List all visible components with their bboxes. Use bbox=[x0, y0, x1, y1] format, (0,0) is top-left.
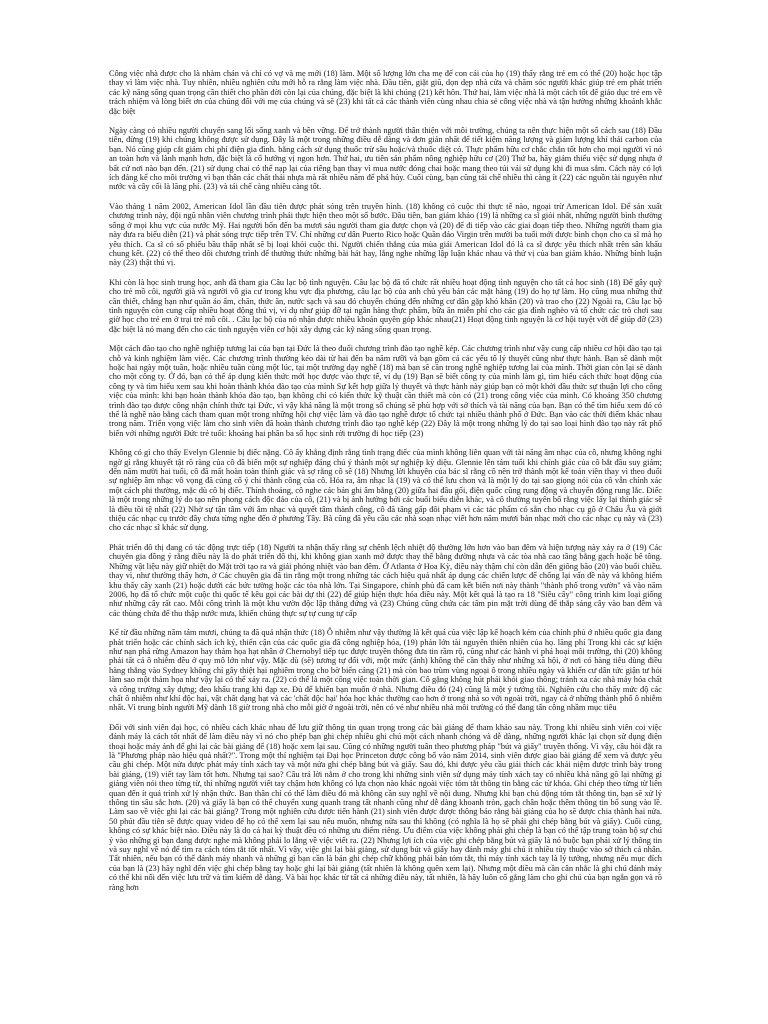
document-page bbox=[109, 69, 662, 902]
paragraph-vocational-training: Một cách đào tạo cho nghề nghiệp tương lai của bạn tại Đức là theo đuổi chương trình đào tạo nghề kép. Các chương trình như vậy cung cấp nhiều cơ hội đào tạo tại chỗ và kinh nghiệm làm việc. Các chương trình thường kéo dài từ hai đến ba năm rưỡi và bạn gồm cả các yếu tố lý thuyết cũng như thực hành. Bạn sẽ dành một hoặc hai ngày một tuần, hoặc nhiều tuần cùng một lúc, tại một trường dạy nghề (18) mà bạn sẽ cần trong nghề nghiệp tương lai của mình. Thời gian còn lại sẽ dành cho một công ty. Ở đó, bạn có thể áp dụng kiến thức mới học được vào thực tế, ví dụ (19) Bạn sẽ biết công ty của mình làm gì, tìm hiểu cách thức hoạt động của công ty và tìm hiểu xem sau khi hoàn thành khóa đào tạo của mình Sự kết hợp giữa lý thuyết và thực hành này giúp bạn có một khởi đầu thức sự thuận lợi cho công việc của mình: khi bạn hoàn thành khóa đào tạo, bạn không chỉ có kiến thức kỹ thuật cần thiết mà còn có (21) trong công việc của mình. Có khoảng 350 chương trình đào tạo được công nhận chính thức tại Đức, vì vậy khả năng là một trong số chúng sẽ phù hợp với sở thích và tài năng của bạn. Bạn có thể tìm hiểu xem đó có thể là nghề nào bằng cách tham quan một trong những hội chợ việc làm và đào tạo nghề được tổ chức tại nhiều thành phố ở Đức. Bạn vào các thời điểm khác nhau trong năm. Triển vọng việc làm cho sinh viên đã hoàn thành chương trình đào tạo nghề kép (22) Đây là một trong những lý do tại sao loại hình đào tạo này rất phổ biến với những người Đức trẻ tuổi: khoảng hai phần ba số học sinh rời trường đi học tiếp (23) bbox=[109, 344, 662, 438]
paragraph-evelyn-glennie: Không có gì cho thấy Evelyn Glennie bị điếc nặng. Cô ấy khẳng định rằng tình trạng điếc của mình không liên quan với tài năng âm nhạc của cô, nhưng không nghi ngờ gì rằng khuyết tật rõ ràng của cô đã biến một sự nghiệp đáng chú ý thành một sự nghiệp kỳ diệu. Glennie lên tám tuổi khi chính giác của cô bắt đầu suy giảm; đến năm mười hai tuổi, cô đã mất hoàn toàn thính giác và sợ rằng cô sẽ (18) Nhưng lời khuyên của bác sĩ rằng cô nên trở thành một kế toán viên thay vì theo đuổi sự nghiệp âm nhạc vô vọng đã củng cố ý chí thành công của cô. Hóa ra, âm nhạc là (19) và có thể lưu chon và là một lý do tại sao giọng nói của cô vẫn chính xác một cách phi thường, mặc dù cô bị điếc. Thính thoảng, cô nghe các bản ghi âm bằng (20) giữa hai đầu gối, điện quốc cũng rung động và chuyển động rung lắc. Điếc là một trong những lý do tạo nên phong cách độc đáo của cô, (21) và bị ảnh hưởng bởi các buổi biểu diễn khác, và cô thường tuyên bố rằng việc lấy lại thính giác sẽ là điều tồi tệ nhất (22) Nhờ sự tận tâm với âm nhạc và quyết tâm thành công, cô đã tăng gấp đôi phạm vi các tác phẩm có sẵn cho nhạc cụ gõ ở Châu Âu và giới thiệu các nhạc cụ trước đây chưa từng nghe đến ở phương Tây. Bà cũng đã yêu cầu các nhà soạn nhạc viết hơn năm mươi bản nhạc mới cho các nhạc cụ này và (23) cho các nhạc sĩ khác sử dụng. bbox=[109, 448, 662, 533]
paragraph-note-taking: Đối với sinh viên đại học, có nhiều cách khác nhau để lưu giữ thông tin quan trọng trong các bài giảng để tham khảo sau này. Trong khi nhiều sinh viên coi việc đánh máy là cách tốt nhất để làm điều này vì nó cho phép bạn ghi chép nhiều ghi chú một cách nhanh chóng và dễ dàng, những người khác lại chọn sử dụng điện thoại hoặc máy ảnh để ghi lại các bài giảng để (18) hoặc xem lại sau. Cũng có những người tuân theo phương pháp "bút và giấy" truyền thống. Vì vậy, câu hỏi đặt ra là "Phương pháp nào hiệu quả nhất?". Trong một thí nghiệm tại Đại học Princeton được công bố vào năm 2014, sinh viên được giao bài giảng để xem và được yêu cầu ghi chép. Một nửa được phát máy tính xách tay và một nửa ghi chép bằng bút và giấy. Sau đó, khi được yêu cầu giải thích các khái niệm được trình bày trong bài giảng, (19) viết tay làm tốt hơn. Nhưng tại sao? Câu trả lời nằm ở cho trong khi những sinh viên sử dụng máy tính xách tay có nhiều khả năng gõ lại những gì giảng viên nói theo từng từ, thì những người viết tay chậm hơn không có lựa chọn nào khác ngoài việc tóm tắt thông tin bằng các từ khóa. Ghi chép theo từng từ liên quan đến ít quá trình xử lý nhận thức. Ban thân chỉ có thể làm điều đó mà không cần suy nghĩ về nội dung. Nhưng khi bạn chủ động tóm tắt thông tin, bạn sẽ xử lý thông tin sâu sắc hơn. (20) và giấy là bạn có thể chuyển xung quanh trang tất nhanh cũng như dễ dàng khoanh tròn, gạch chân hoặc thêm thông tin bổ sung vào lề. Làm sao về việc ghi lại các bài giảng? Trong một nghiên cứu được tiến hành (21) sinh viên được được thông báo rằng bài giảng của họ sẽ được chia thành hai nửa. 50 phút đầu tiên sẽ được quay video để họ có thể xem lại sau nếu muốn, nhưng nửa sau thì không (có nghĩa là họ sẽ phải ghi chép bằng bút và giấy). Cuối cùng, không có sự khác biệt nào. Điều này là do cả hai kỳ thuật đều có những ưu điểm riêng. Ưu điểm của việc không phải ghi chép là bạn có thể tập trung toàn bộ sự chú ý vào những gì bạn đang được nghe mà không phải lo lắng về việc viết ra. (22) Nhưng lợi ích của việc ghi chép bằng bút và giấy là nó buộc bạn phải xử lý thông tin và suy nghĩ về nó để tìm ra cách tóm tắt tốt nhất. Vì vậy, việc ghi lại bài giảng, sử dụng bút và giấy hay đánh máy ghi chú ít nhiều tùy thuộc vào sở thích cá nhân. Tất nhiên, nếu bạn có thể đánh máy nhanh và những gì bạn cần là bản ghi chép chữ không phải bản tóm tắt, thì máy tính xách tay là lý tưởng, nhưng nếu mục đích của bạn là (23) hãy nghĩ đến việc ghi chép bằng tay hoặc ghi lại bài giảng (tất nhiên là không quên xem lại). Nhưng một điều mà cần cân nhắc là ghi chú đánh máy có thể khi nối đến việc lưu trữ và tìm kiếm dễ dàng. Và bài học khác từ tất cả những điều này, tất nhiên, là hãy luôn cố gắng làm cho ghi chú của bạn ngắn gọn và rõ ràng hơn bbox=[109, 722, 662, 892]
paragraph-green-living: Ngày càng có nhiều người chuyển sang lối sống xanh và bền vững. Để trở thành người thân thiện với môi trường, chúng ta nên thực hiện một số cách sau (18) Đầu tiên, đừng (19) khi chúng không được sử dụng. Đây là một trong những điều dễ dàng và đơn giản nhất để tiết kiệm năng lượng và giảm lượng khí thải carbon của bạn. Nó cũng giúp cắt giảm chi phí điện gia đình. bằng cách sử dụng thuốc trừ sâu hoặc/và thuốc diệt cỏ. Thực phẩm hữu cơ chắc chắn tốt hơn cho mọi người vì nó an toàn hơn và lành mạnh hơn, đặc biệt là cổ hướng vị ngon hơn. Thứ hai, ưu tiên sản phẩm nông nghiệp hữu cơ (20) Thứ ba, hãy giảm thiểu việc sử dụng nhựa ở bất cứ nơi nào bạn đến. (21) sử dụng chai có thể nạp lại của riêng bạn thay vì mua nước đóng chai hoặc mang theo túi vải sử dụng khi đi mua sắm. Cách này có lợi ích đảng kể cho môi trường vì bạn thân các chất thải nhựa mà rất nhiều năm để phá hủy. Cuối cùng, bạn cũng tái chế nhiều thì càng ít (22) các nguồn tài nguyên như nước và cây cối là lãng phí. (23) và tái chế càng nhiều càng tốt. bbox=[109, 126, 662, 192]
paragraph-urban-heat: Phát triển đô thị đang có tác động trực tiếp (18) Người ta nhận thấy rằng sự chênh lệch nhiệt độ thường lớn hơn vào ban đêm và hiện tượng này xảy ra ở (19) Các chuyên gia đồng ý rằng điều này là do phát triển đô thị, khi không gian xanh mở được thay thế bằng đường nhựa và các tòa nhà cao tầng bằng gạch hoặc bê tông. Những vật liệu này giữ nhiệt do Mặt trời tạo ra và giải phóng nhiệt vào ban đêm. Ở Atlanta ở Hoa Kỳ, điều này thậm chí còn dẫn đến giông bão (20) vào buổi chiều. thay vì, như thường thấy hơn, ở Các chuyên gia đã tin rằng một trong những tác cách hiệu quả nhất áp dụng các chiến lược để chống lại vấn đề này và không hiếm khu thấy cây xanh (21) hoặc dưới các bức tường hoặc các tòa nhà lớn. Tại Singapore, chính phủ đã cam kết biến nơi này thành "thành phố trong vườn" và vào năm 2006, họ đã tổ chức một cuộc thi quốc tế kêu gọi các bài dự thi (22) để giúp hiện thực hóa điều này. Một kết quả là tạo ra 18 "Siêu cây" công trình kim loại giống như những cây rất cao. Mỗi công trình là một khu vườn độc lập thẳng đứng và (23) Chúng cũng chứa các tấm pin mặt trời dùng để thắp sáng cây vào ban đêm và các thùng chứa để thu thập nước mưa, khiến chúng thực sự tự cung tự cấp bbox=[109, 542, 662, 618]
paragraph-volunteer-club: Khi còn là học sinh trung học, anh đã tham gia Câu lạc bộ tình nguyện. Câu lạc bộ đã tổ chức rất nhiều hoạt động tình nguyện cho tất cả học sinh (18) Để gây quỹ cho trẻ mồ côi, người già và người vô gia cư trong khu vực địa phương, câu lạc bộ của anh chủ yếu bán các mặt hàng (19) do họ tự làm. Họ cũng mua những thứ cần thiết, chẳng hạn như quần áo ấm, chăn, thức ăn, nước sạch và sau đó chuyển chúng đến những cư dân gặp khó khăn (20) và trao cho (22) Ngoài ra, Câu lạc bộ tình nguyện còn cung cấp nhiều hoạt động thú vị, ví dụ như giúp đỡ tại ngân hàng thực phẩm, bữa ăn miễn phí cho các gia đình nghèo và tổ chức các trò chơi sau giờ học cho trẻ em ở trại trẻ mồ côi. . Câu lạc bộ của nó nhận được nhiều khoản quyên góp khác nhau(21) Hoạt động tình nguyện là cơ hội tuyệt vời để giúp đỡ (23) đặc biệt là nó mang đến cho các tình nguyện viên cơ hội xây dựng các kỹ năng sống quan trọng. bbox=[109, 277, 662, 334]
paragraph-pollution: Kể từ đầu những năm tám mươi, chúng ta đã quá nhận thức (18) Ô nhiễm như vậy thường là kết quả của việc lập kế hoạch kém của chính phủ ở nhiều quốc gia đang phát triển hoặc các chính sách ích kỷ, thiển cận của các quốc gia đã công nghiệp hóa, (19) phản lớn tài nguyên thiên nhiên của họ. lãng phí Trong khi các sự kiện như nạn phá rừng Amazon hay thảm họa hạt nhân ở Chernobyl tiếp tục được truyền thông đưa tin rầm rộ, cũng như các hành vi phá hoại môi trường, thì (20) không phải tất cả ô nhiễm đều ở quy mô lớn như vậy. Mặc dù (sẽ) tương tự đối với, một mức (ánh) không thể cần thấy như những xã hội, ở nơi có hàng tiêu dùng điều hàng thắng vào Sydney không chỉ gây thiệt hại nghiêm trọng cho bờ biển cảng (21) mà còn bao trùm vùng ngoại ô trong nhiều ngày và khiến cư dân tức giận tư hỏi làm sao một thảm họa như vậy lại có thể xảy ra. (22) có thể là một công việc toàn thời gian. Cô gặng không hút phải khói giao thông; tránh xa các nhà máy hóa chất và công trường xây dựng; đeo khẩu trang khi đạp xe. Đủ để khiến bạn muốn ở nhà. Nhưng điều đó (24) cũng là một ý tưởng tồi. Nghiên cứu cho thấy mức độ các chất ô nhiễm như khí độc hại, vật chất dạng hạt và các 'chất độc hại' hóa học khác thường cao hơn ở trong nhà so với ngoài trời, ngay cả ở những thành phố ô nhiễm nhất. Vì trung bình người Mỹ dành 18 giờ trong nhà cho mỗi giờ ở ngoài trời, nên có vẻ như nhiều nhà môi trường có thể đang tấn công nhầm mục tiêu bbox=[109, 628, 662, 713]
paragraph-american-idol: Vào tháng 1 năm 2002, American Idol lần đầu tiên được phát sóng trên truyền hình. (18) không có cuộc thi thực tế nào, ngoại trừ American Idol. Để sản xuất chương trình này, đội ngũ nhân viên chương trình phải thực hiện theo một số bước. Đầu tiên, ban giám khảo (19) là những ca sĩ giỏi nhất, những người bình thường sống ở mọi khu vực của nước Mỹ. Hai người bốn đến ba mươi sáu người tham gia được chọn và (20) để đi tiếp vào các giai đoạn tiếp theo. Những người tham gia này đưa ra biểu diễn (21) và phát sóng trực tiếp trên TV. Chỉ những cư dân Puerto Rico hoặc Quần đảo Virgin trên mười ba tuổi mới được bình chọn cho ca sĩ mà họ yêu thích. Ca sĩ có số phiếu bầu thấp nhất sẽ bị loại khỏi cuộc thi. Người chiến thắng của mùa giải American Idol đó là ca sĩ được yêu thích nhất trên sân khấu chung kết. (22) có thể theo dõi chương trình để thưởng thức những bài hát hay, lắng nghe những lập luận khác nhau và thử vị của ban giám khảo. Những bình luận này (23) thật thú vị. bbox=[109, 201, 662, 268]
paragraph-housework: Công việc nhà được cho là nhàm chán và chỉ có vợ và mẹ mới (18) làm. Một số lượng lớn cha mẹ để con cái của họ (19) thấy rằng trẻ em có thể (20) hoặc học tập thay vì làm việc nhà. Tuy nhiên, nhiều nghiên cứu mới hỗ ra rằng làm việc nhà. Đầu tiên, giặt giũ, dọn dẹp nhà cửa và chăm sóc người khác giúp trẻ em phát triển các kỹ năng sống quan trọng cần thiết cho phần đời còn lại của chúng, đặc biệt là khi chúng (21) kết hôn. Thứ hai, làm việc nhà là một cách tốt để giáo dục trẻ em về trách nhiệm và lòng biết ơn của chúng đối với mẹ của chúng và sẽ (23) khi tất cả các thành viên cùng nhau chia sẻ công việc nhà và tận hưởng những khoảnh khắc đặc biệt bbox=[109, 69, 663, 116]
